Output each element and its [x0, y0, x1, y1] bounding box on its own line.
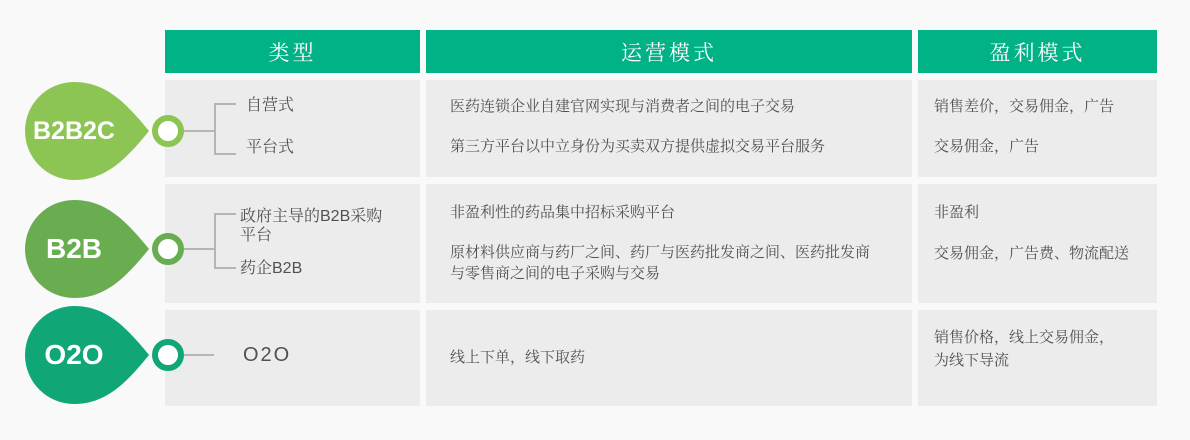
connector-line — [216, 153, 236, 155]
badge-b2b-label: B2B — [45, 233, 102, 264]
type-gov-b2b-platform: 政府主导的B2B采购平台 — [240, 208, 383, 244]
type-o2o: O2O — [243, 344, 292, 366]
node-ring-b2b2c — [152, 115, 184, 147]
connector-line — [184, 248, 216, 250]
type-pharma-b2b: 药企B2B — [240, 260, 303, 277]
column-header-operation: 运营模式 — [426, 30, 912, 73]
column-header-profit: 盈利模式 — [918, 30, 1157, 73]
badge-b2b2c — [22, 79, 152, 183]
column-header-type: 类型 — [165, 30, 420, 73]
operation-o2o: 线上下单，线下取药 — [450, 349, 586, 366]
cell-type-o2o — [165, 310, 420, 406]
operation-b2b2c-1: 医药连锁企业自建官网实现与消费者之间的电子交易 — [450, 98, 796, 115]
cell-operation-b2b2c — [426, 80, 912, 177]
connector-line — [214, 213, 216, 269]
connector-line — [216, 267, 236, 269]
badge-o2o-label: O2O — [44, 339, 104, 370]
badge-b2b2c-label: B2B2C — [33, 116, 115, 145]
profit-b2b2c-2: 交易佣金，广告 — [934, 138, 1040, 155]
node-ring-b2b — [152, 233, 184, 265]
node-ring-o2o — [152, 339, 184, 371]
connector-line — [184, 130, 216, 132]
type-self-operated: 自营式 — [246, 97, 295, 114]
operation-b2b-1: 非盈利性的药品集中招标采购平台 — [450, 204, 676, 221]
badge-o2o — [22, 303, 152, 407]
profit-b2b-2: 交易佣金，广告费、物流配送 — [934, 245, 1130, 262]
operation-b2b2c-2: 第三方平台以中立身份为买卖双方提供虚拟交易平台服务 — [450, 138, 826, 155]
cell-type-b2b2c — [165, 80, 420, 177]
profit-b2b2c-1: 销售差价，交易佣金，广告 — [934, 98, 1115, 115]
cell-profit-b2b2c — [918, 80, 1157, 177]
badge-b2b — [22, 197, 152, 301]
profit-b2b-1: 非盈利 — [934, 204, 980, 221]
connector-line — [216, 213, 236, 215]
connector-line — [216, 103, 236, 105]
operation-b2b-2: 原材料供应商与药厂之间、药厂与医药批发商之间、医药批发商与零售商之间的电子采购与交易 — [450, 244, 871, 282]
connector-line — [214, 103, 216, 155]
profit-o2o: 销售价格，线上交易佣金，为线下导流 — [934, 329, 1115, 369]
connector-line — [184, 354, 214, 356]
type-platform: 平台式 — [246, 139, 295, 156]
